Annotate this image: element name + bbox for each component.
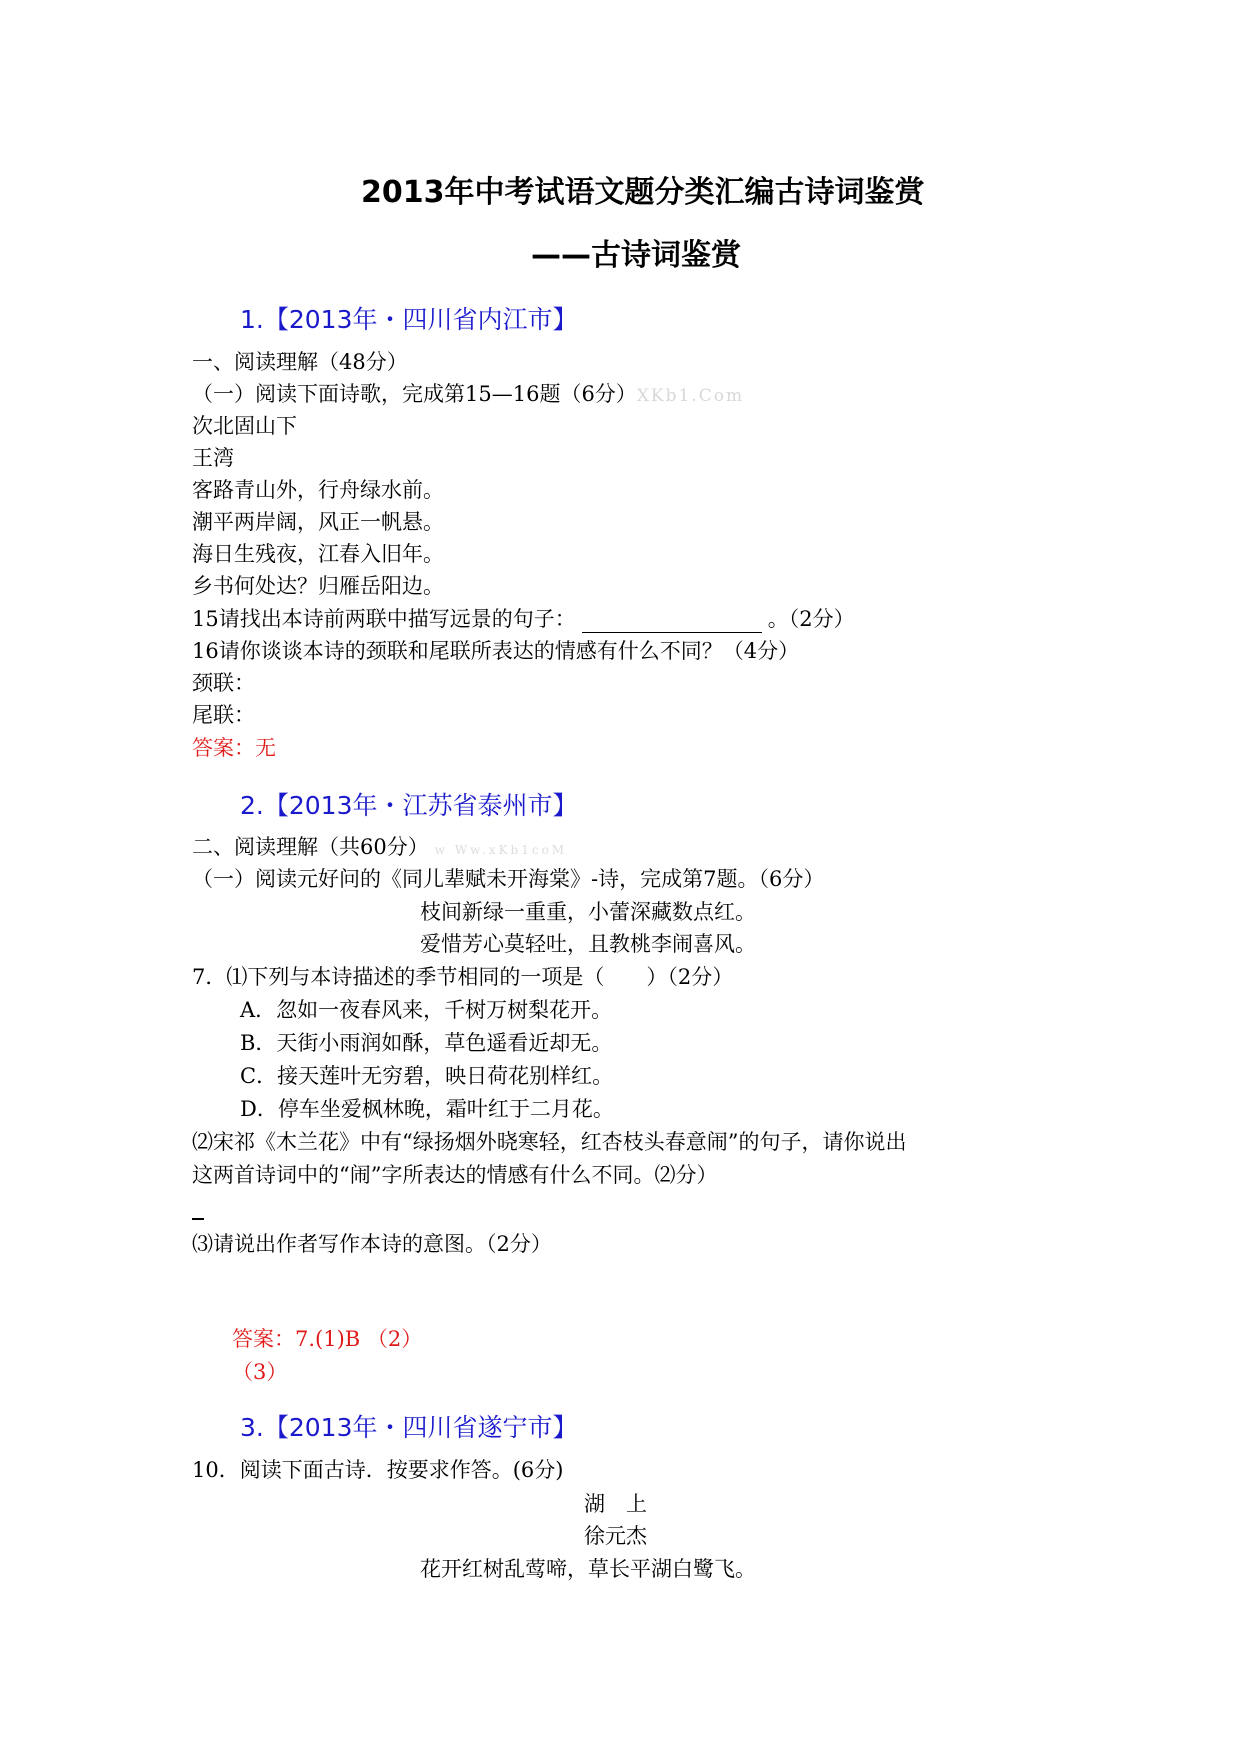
watermark-text: w Ww.xKb1coM <box>434 843 568 857</box>
section-heading-3: 3.【2013年・四川省遂宁市】 <box>240 1413 578 1442</box>
poem-author: 徐元杰 <box>584 1524 647 1548</box>
poem-title: 次北固山下 <box>192 414 297 438</box>
answer-blank[interactable] <box>582 612 762 633</box>
option-d: D．停车坐爱枫林晚，霜叶红于二月花。 <box>240 1097 614 1121</box>
poem-line: 潮平两岸阔，风正一帆悬。 <box>192 510 444 534</box>
answer-2-line2: （3） <box>232 1360 288 1384</box>
document-subtitle: ——古诗词鉴赏 <box>531 238 741 273</box>
question-7-2-line2: 这两首诗词中的“闹”字所表达的情感有什么不同。⑵分） <box>192 1163 718 1187</box>
part-text: 二、阅读理解（共60分） <box>192 835 429 859</box>
poem-line: 枝间新绿一重重，小蕾深藏数点红。 <box>420 900 756 924</box>
poem-line: 爱惜芳心莫轻吐，且教桃李闹喜风。 <box>420 932 756 956</box>
answer-mark <box>192 1218 204 1220</box>
question-16: 16请你谈谈本诗的颈联和尾联所表达的情感有什么不同？（4分） <box>192 639 800 663</box>
section-heading-1: 1.【2013年・四川省内江市】 <box>240 305 578 334</box>
reading-intro-1 <box>192 380 744 410</box>
poem-title: 湖 上 <box>584 1492 647 1516</box>
question-10: 10．阅读下面古诗．按要求作答。(6分) <box>192 1458 564 1482</box>
option-a: A．忽如一夜春风来，千树万树梨花开。 <box>240 998 613 1022</box>
intro-text: （一）阅读下面诗歌，完成第15—16题（6分） <box>192 382 637 406</box>
watermark-text: XKb1.Com <box>636 386 745 406</box>
section-heading-2: 2.【2013年・江苏省泰州市】 <box>240 791 578 820</box>
poem-line: 客路青山外，行舟绿水前。 <box>192 478 444 502</box>
question-15-text: 15请找出本诗前两联中描写远景的句子： <box>192 607 576 631</box>
jinglian-label: 颈联： <box>192 671 255 695</box>
question-7-2-line1: ⑵宋祁《木兰花》中有“绿扬烟外晓寒轻，红杏枝头春意闹”的句子，请你说出 <box>192 1130 907 1154</box>
answer-1: 答案：无 <box>192 736 276 760</box>
question-7-1: 7．⑴下列与本诗描述的季节相同的一项是（ ）（2分） <box>192 965 734 989</box>
reading-intro-2: （一）阅读元好问的《同儿辈赋未开海棠》-诗，完成第7题。（6分） <box>192 867 825 891</box>
poem-author: 王湾 <box>192 446 234 470</box>
question-15-points: 。（2分） <box>767 607 855 631</box>
poem-line: 乡书何处达？归雁岳阳边。 <box>192 574 444 598</box>
poem-line: 花开红树乱莺啼，草长平湖白鹭飞。 <box>420 1557 756 1581</box>
part-heading-2 <box>192 833 567 864</box>
poem-line: 海日生残夜，江春入旧年。 <box>192 542 444 566</box>
question-15 <box>192 605 855 633</box>
option-b: B．天街小雨润如酥，草色遥看近却无。 <box>240 1031 613 1055</box>
part-heading-1: 一、阅读理解（48分） <box>192 350 408 374</box>
document-title: 2013年中考试语文题分类汇编古诗词鉴赏 <box>361 175 925 210</box>
question-7-3: ⑶请说出作者写作本诗的意图。（2分） <box>192 1232 552 1256</box>
weilian-label: 尾联： <box>192 703 255 727</box>
answer-2-line1: 答案：7.(1)B （2） <box>232 1327 423 1351</box>
option-c: C．接天莲叶无穷碧，映日荷花别样红。 <box>240 1064 614 1088</box>
